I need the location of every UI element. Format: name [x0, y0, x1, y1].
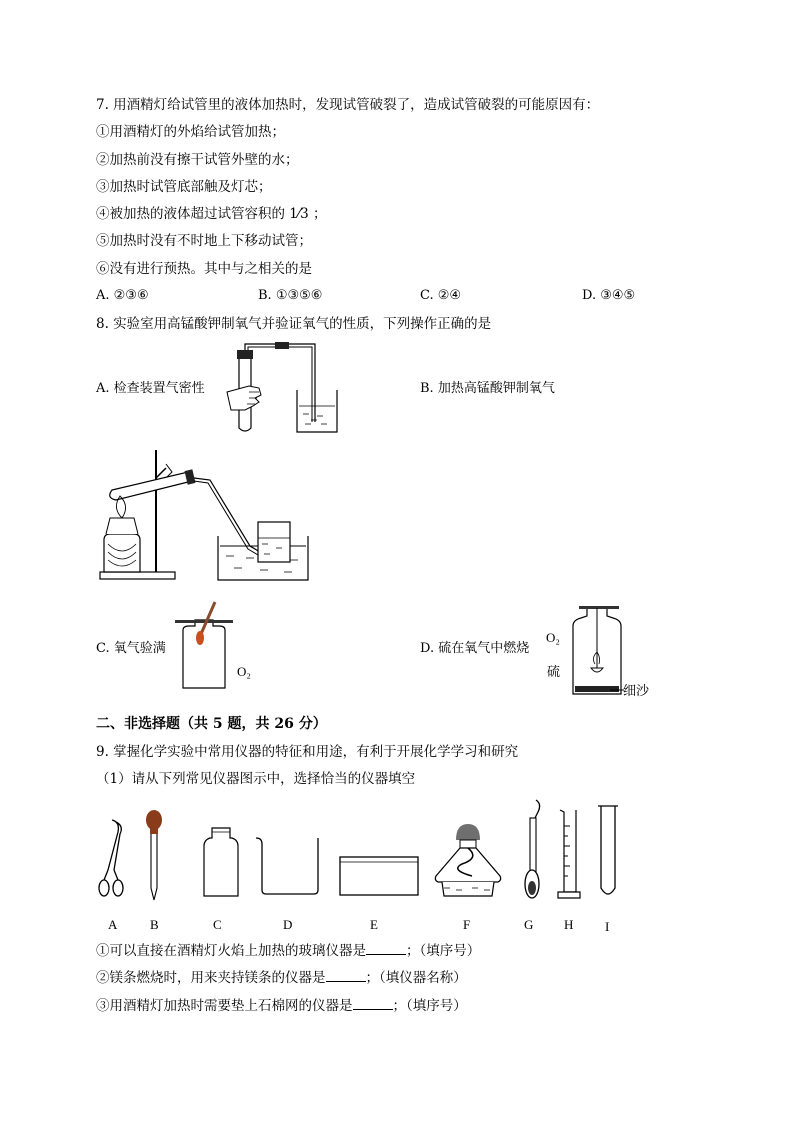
kmno4-heating-figure — [100, 448, 310, 583]
instrument-label-h: H — [564, 917, 574, 932]
instrument-label-i: I — [605, 919, 610, 934]
q9-blank-1 — [96, 942, 480, 960]
beaker-icon — [254, 836, 322, 896]
q7-item-3: ③加热时试管底部触及灯芯； — [96, 179, 272, 195]
combustion-spoon-icon — [518, 798, 544, 902]
graduated-cylinder-icon — [556, 806, 582, 900]
oxygen-full-test-figure — [175, 600, 235, 692]
sulfur-label: 硫 — [547, 665, 561, 680]
q9-blank-1-prompt: ①可以直接在酒精灯火焰上加热的玻璃仪器是 — [96, 943, 366, 959]
instrument-label-d: D — [283, 917, 293, 932]
q7-stem: 7. 用酒精灯给试管里的液体加热时，发现试管破裂了，造成试管破裂的可能原因有： — [96, 97, 600, 113]
answer-blank-3[interactable] — [353, 997, 393, 1010]
instrument-label-g: G — [524, 917, 534, 932]
q7-item-6: ⑥没有进行预热。其中与之相关的是 — [96, 261, 312, 277]
q9-blank-1-note: ；（填序号） — [406, 943, 481, 959]
section-2-title: 二、非选择题（共 5 题，共 26 分） — [96, 716, 327, 732]
answer-blank-1[interactable] — [366, 942, 406, 955]
q8-option-d: D. 硫在氧气中燃烧 — [420, 641, 530, 656]
q9-blank-2 — [96, 969, 467, 987]
o2-label-c: O₂ — [237, 664, 251, 679]
q7-option-d: D. ③④⑤ — [582, 288, 636, 303]
q9-blank-3-note: ；（填序号） — [392, 998, 467, 1014]
q7-item-1: ①用酒精灯的外焰给试管加热； — [96, 124, 285, 140]
q9-blank-2-prompt: ②镁条燃烧时，用来夹持镁条的仪器是 — [96, 970, 326, 986]
q7-option-b: B. ①③⑤⑥ — [258, 288, 323, 303]
instrument-label-e: E — [370, 917, 378, 932]
trough-icon — [338, 855, 420, 897]
test-tube-icon — [595, 804, 621, 900]
q9-sub1: （1）请从下列常见仪器图示中，选择恰当的仪器填空 — [96, 771, 416, 787]
q9-blank-3 — [96, 997, 467, 1015]
airtightness-check-figure — [215, 340, 350, 435]
q8-stem: 8. 实验室用高锰酸钾制氧气并验证氧气的性质，下列操作正确的是 — [96, 316, 492, 332]
q9-blank-2-note: ；（填仪器名称） — [365, 970, 467, 986]
q9-stem: 9. 掌握化学实验中常用仪器的特征和用途，有利于开展化学学习和研究 — [96, 744, 519, 760]
q8-option-b: B. 加热高锰酸钾制氧气 — [420, 381, 555, 396]
q8-option-a: A. 检查装置气密性 — [96, 381, 205, 396]
answer-blank-2[interactable] — [326, 969, 366, 982]
sulfur-combustion-figure — [567, 598, 627, 698]
q7-item-2: ②加热前没有擦干试管外壁的水； — [96, 152, 299, 168]
crucible-tongs-icon — [96, 818, 126, 900]
wide-mouth-bottle-icon — [200, 826, 242, 898]
instrument-label-c: C — [213, 917, 222, 932]
instrument-label-a: A — [108, 917, 118, 932]
alcohol-lamp-icon — [432, 818, 504, 898]
q7-option-a: A. ②③⑥ — [96, 288, 149, 303]
q8-option-c: C. 氧气验满 — [96, 641, 166, 656]
q9-blank-3-prompt: ③用酒精灯加热时需要垫上石棉网的仪器是 — [96, 998, 353, 1014]
sand-label: 细沙 — [623, 684, 650, 699]
dropper-icon — [143, 808, 165, 903]
q7-option-c: C. ②④ — [420, 288, 462, 303]
instrument-label-b: B — [150, 917, 159, 932]
sand-pointer-line — [610, 689, 624, 691]
q7-item-4: ④被加热的液体超过试管容积的 1⁄3 ； — [96, 206, 327, 222]
o2-label-d: O₂ — [546, 630, 560, 645]
instrument-label-f: F — [463, 917, 471, 932]
q7-item-5: ⑤加热时没有不时地上下移动试管； — [96, 233, 312, 249]
